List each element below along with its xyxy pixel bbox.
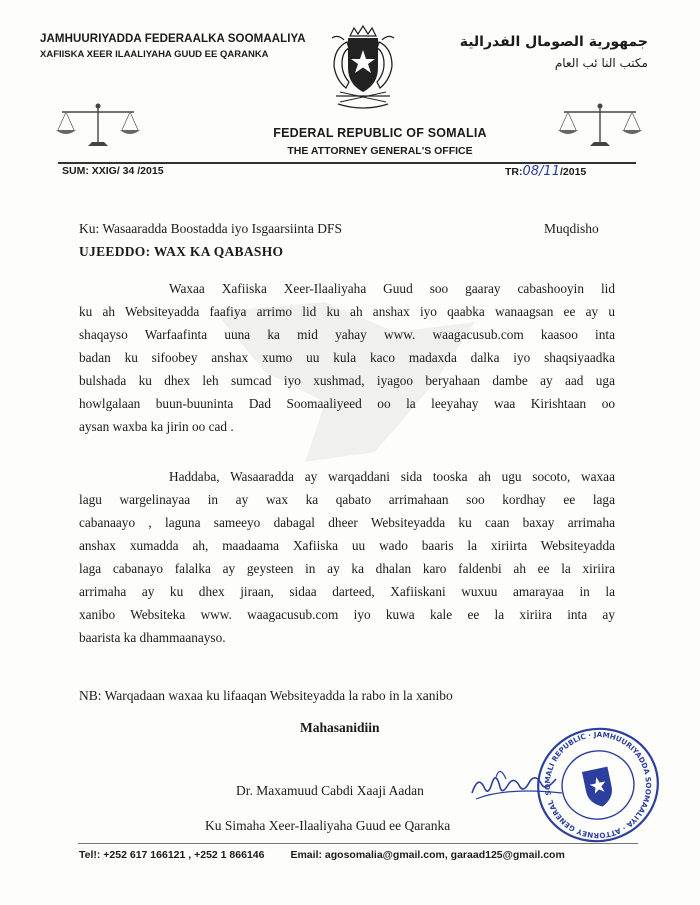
letterhead-arabic-line2: مكتب النا ئب العام <box>554 56 648 70</box>
closing-salutation: Mahasanidiin <box>300 720 380 735</box>
footer-phone: Tel!: +252 617 166121 , +252 1 866146 <box>79 849 265 861</box>
paragraph-line: cabanaayo , laguna sameeyo dabagal dheer Websiteyadda ku caan baxay arrimaha <box>79 515 615 530</box>
letterhead-somali <box>40 33 306 60</box>
paragraph-line: badan ku sifoobey anshax xumo uu kula kaco madaxda dalka iyo shaqsiyaadka <box>79 350 615 365</box>
paragraph-line: laga cabanayo falalka ay geysteen in ay ka dhalan karo faldenbi ah ee la xiriira <box>79 561 615 576</box>
somalia-coat-of-arms-icon <box>320 22 406 114</box>
paragraph-2 <box>79 465 615 649</box>
signer-title: Ku Simaha Xeer-Ilaaliyaha Guud ee Qaranka <box>205 818 451 833</box>
letterhead-english <box>252 126 508 157</box>
signer-name: Dr. Maxamuud Cabdi Xaaji Aadan <box>236 783 424 798</box>
handwritten-date: 08/11 <box>522 164 560 179</box>
stamp-ring-text: SOMALI REPUBLIC · JAMHUURIYADDA SOOMAALIYA · ATTORNEY GENERAL <box>542 729 654 841</box>
paragraph-line: Waxaa Xafiiska Xeer-Ilaaliyaha Guud soo gaaray cabashooyin lid <box>169 281 615 296</box>
date-prefix: TR: <box>505 166 523 178</box>
letterhead-arabic <box>460 34 648 70</box>
official-stamp-icon <box>533 725 663 845</box>
reference-number: SUM: XXIG/ 34 /2015 <box>62 165 164 177</box>
letterhead-arabic-line1: جمهورية الصومال الفدرالية <box>459 34 648 50</box>
city: Muqdisho <box>544 221 599 236</box>
letterhead-somali-line1: JAMHUURIYADDA FEDERAALKA SOOMAALIYA <box>40 33 306 45</box>
paragraph-line: bulshada ku dhex leh sumcad iyo xushmad, iyagoo beryahaan dambe ay aad uga <box>79 373 615 388</box>
paragraph-line: howlgalaan buun-buuninta Dad Soomaaliyeed oo la leeyahay waa Kirishtaan oo <box>79 396 615 411</box>
paragraph-line: ku ah Websiteyadda faafiya arrimo lid ku ah anshax iyo qaabka wanaagsan ee ay u <box>79 304 615 319</box>
date-reference <box>505 164 586 179</box>
date-suffix: /2015 <box>559 166 587 178</box>
addressee: Ku: Wasaaradda Boostadda iyo Isgaarsiinta DFS <box>79 221 342 236</box>
letterhead-english-line2: THE ATTORNEY GENERAL'S OFFICE <box>287 145 473 157</box>
paragraph-line: arrimaha ay ku dhex jiraan, sidaa darteed, Xafiiskani wuxuu amarayaa in la <box>79 584 615 599</box>
paragraph-line: lagu wargelinayaa in ay wax ka qabato arrimahaan soo kordhay ee laga <box>79 492 615 507</box>
letterhead-english-line1: FEDERAL REPUBLIC OF SOMALIA <box>273 126 487 140</box>
paragraph-line: baarista ka dhammaanayso. <box>79 630 226 645</box>
footer-contact <box>79 849 565 861</box>
paragraph-line: xanibo Websiteka www. waagacusub.com iyo kuwa kale ee la xiriira inta ay <box>79 607 615 622</box>
letterhead-somali-line2: XAFIISKA XEER ILAALIYAHA GUUD EE QARANKA <box>40 49 269 60</box>
scales-of-justice-icon <box>554 100 646 152</box>
scales-of-justice-icon <box>52 100 144 152</box>
paragraph-line: shaqayso Warfaafinta uuna ka mid yahay www. waagacusub.com kaasoo inta <box>79 327 615 342</box>
subject-line: UJEEDDO: WAX KA QABASHO <box>79 244 284 259</box>
footer-divider <box>78 843 638 844</box>
paragraph-line: Haddaba, Wasaaradda ay warqaddani sida tooska ah ugu socoto, waxaa <box>169 469 615 484</box>
paragraph-1 <box>79 277 615 438</box>
footer-email: Email: agosomalia@gmail.com, garaad125@gmail.com <box>290 849 565 861</box>
note-attachment: NB: Warqadaan waxaa ku lifaaqan Websiteyadda la rabo in la xanibo <box>79 688 453 703</box>
paragraph-line: aysan waxba ka jirin oo cad . <box>79 419 234 434</box>
paragraph-line: anshax xumadda ah, maadaama Xafiiska uu wado baaris la xiriirta Websiteyadda <box>79 538 615 553</box>
